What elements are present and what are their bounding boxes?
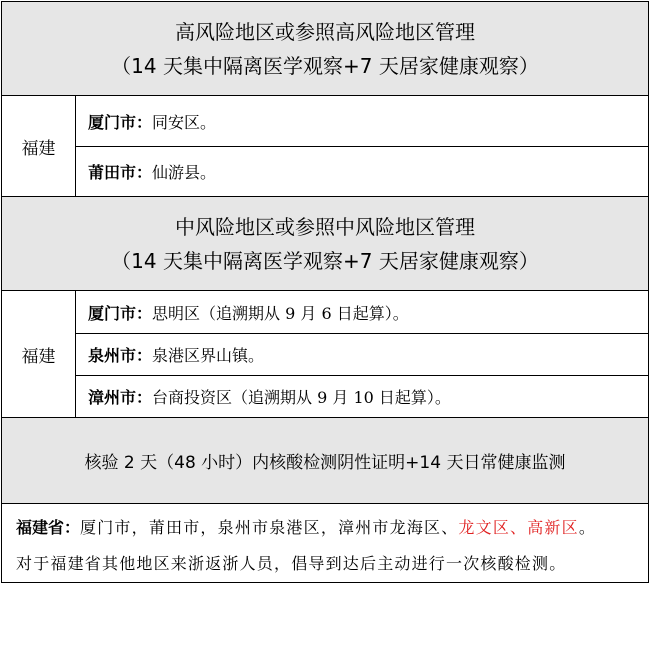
medium-risk-title: 中风险地区或参照中风险地区管理 xyxy=(175,214,475,239)
high-risk-title: 高风险地区或参照高风险地区管理 xyxy=(175,19,475,44)
city-name: 莆田市： xyxy=(88,163,153,182)
city-item xyxy=(76,333,648,375)
province-label: 福建省： xyxy=(16,518,81,537)
city-name: 厦门市： xyxy=(88,112,153,132)
medium-risk-row xyxy=(2,291,648,418)
city-areas: 仙游县。 xyxy=(152,163,217,182)
medium-risk-header xyxy=(2,197,648,291)
city-areas: 思明区（追溯期从 9 月 6 日起算）。 xyxy=(152,303,409,323)
city-areas: 同安区。 xyxy=(152,112,217,132)
high-risk-province: 福建 xyxy=(2,96,76,196)
city-item xyxy=(76,146,648,196)
areas-text: 厦门市，莆田市，泉州市泉港区，漳州市龙海区、 xyxy=(80,518,459,537)
city-item xyxy=(76,375,648,417)
medium-risk-subtitle: （14 天集中隔离医学观察+7 天居家健康观察） xyxy=(111,248,539,273)
city-item xyxy=(76,291,648,333)
city-name: 漳州市： xyxy=(88,388,153,407)
risk-area-table xyxy=(1,1,649,583)
city-areas: 台商投资区（追溯期从 9 月 10 日起算）。 xyxy=(152,388,451,407)
high-risk-row xyxy=(2,96,648,197)
city-areas: 泉港区界山镇。 xyxy=(152,346,265,365)
city-name: 厦门市： xyxy=(88,303,153,323)
high-risk-subtitle: （14 天集中隔离医学观察+7 天居家健康观察） xyxy=(111,53,539,78)
high-risk-header xyxy=(2,2,648,96)
areas-end: 。 xyxy=(578,518,597,537)
areas-highlight: 龙文区、高新区 xyxy=(458,518,579,537)
city-item xyxy=(76,96,648,146)
medium-risk-province: 福建 xyxy=(2,291,76,417)
testing-header: 核验 2 天（48 小时）内核酸检测阴性证明+14 天日常健康监测 xyxy=(2,418,648,504)
city-name: 泉州市： xyxy=(88,346,153,365)
testing-note: 对于福建省其他地区来浙返浙人员，倡导到达后主动进行一次核酸检测。 xyxy=(16,554,567,573)
testing-areas xyxy=(16,510,642,546)
testing-detail xyxy=(2,504,648,582)
